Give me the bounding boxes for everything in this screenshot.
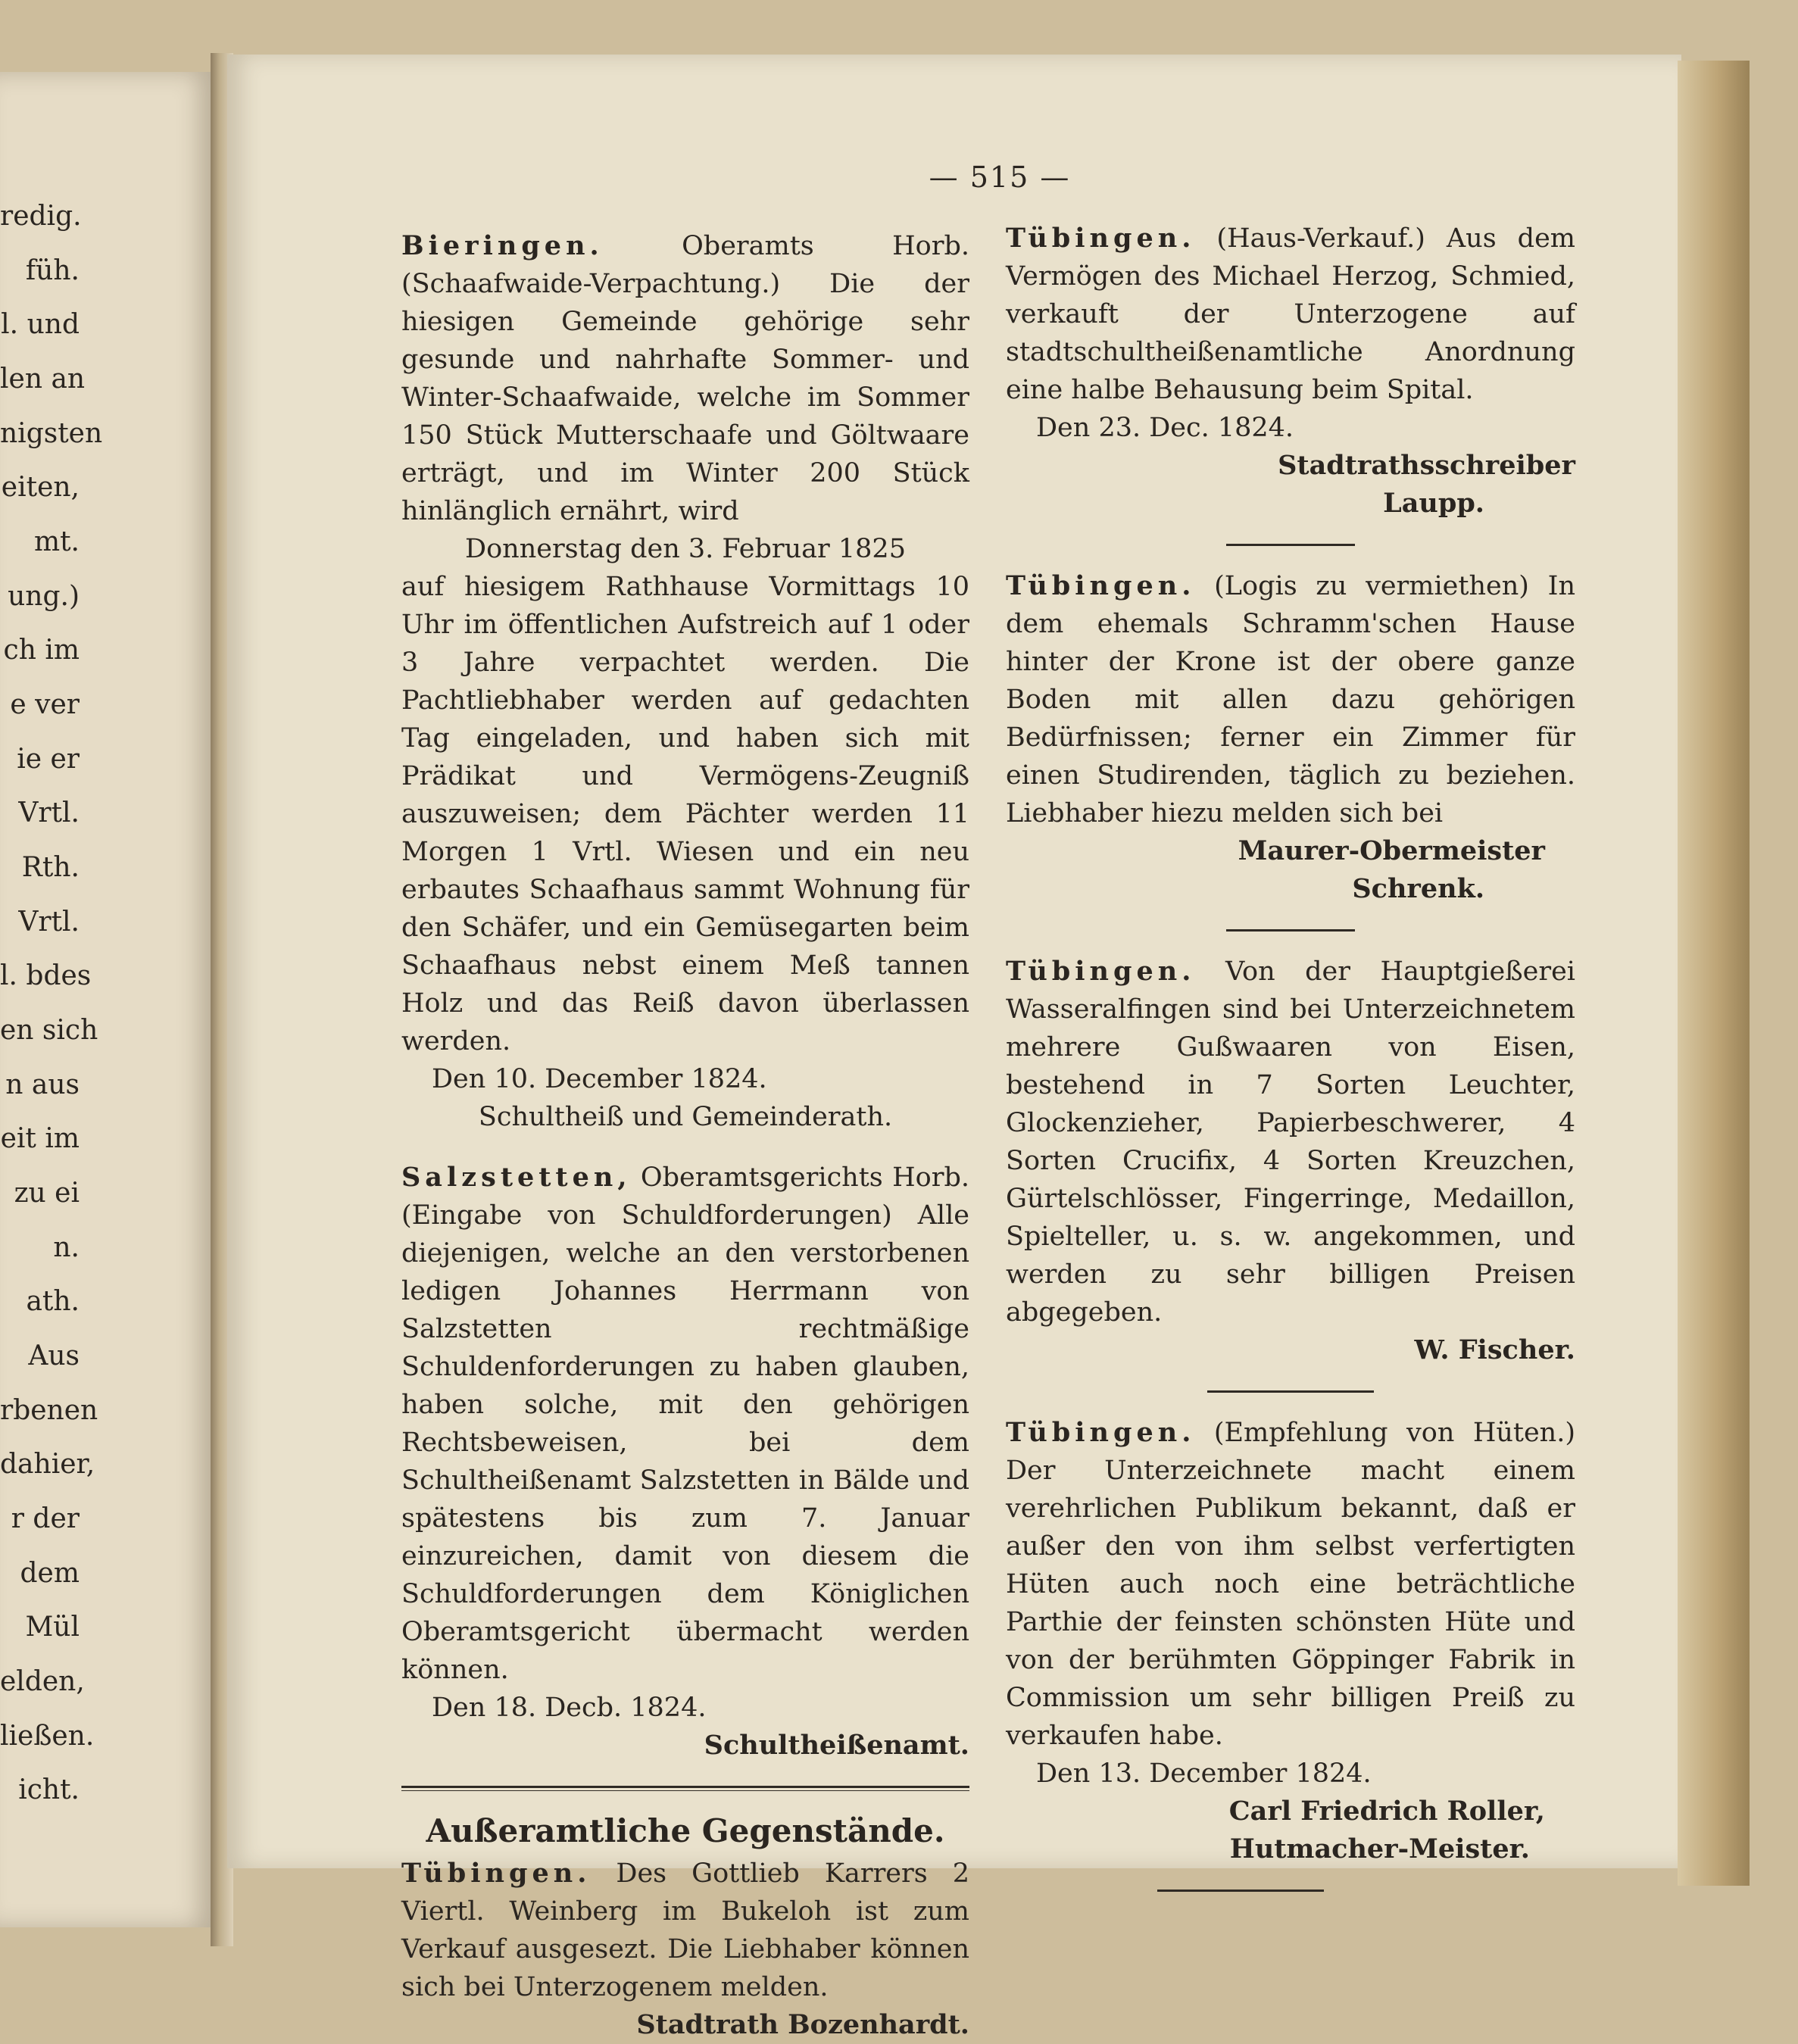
- notice-signature-name: Laupp.: [1383, 488, 1484, 519]
- facing-page-text-fragment: ath.: [26, 1286, 80, 1318]
- facing-page-text-fragment: eit im: [0, 1123, 80, 1155]
- facing-page-text-fragment: ch im: [3, 635, 80, 666]
- page-number: — 515 —: [929, 161, 1071, 194]
- notice-date: Den 13. December 1824.: [1036, 1758, 1372, 1789]
- facing-page-text-fragment: len an: [0, 364, 86, 395]
- facing-page-text-fragment: en sich: [0, 1015, 98, 1046]
- notice-signature: Schultheißenamt.: [704, 1730, 969, 1761]
- notice-place: Tübingen.: [1006, 956, 1196, 987]
- facing-page-text-fragment: ließen.: [0, 1720, 95, 1752]
- notice-haus-verkauf: [1006, 220, 1575, 409]
- facing-page-text-fragment: eiten,: [1, 472, 80, 504]
- notice-body: (Logis zu vermiethen) In dem ehemals Schramm'schen Hause hinter der Krone ist der obere ganze Boden mit allen dazu gehörigen Bedürfnissen; ferner ein Zimmer für einen Studirenden, täglich zu beziehen. Liebhaber hiezu melden sich bei: [1006, 571, 1575, 829]
- facing-page-text-fragment: Vrtl.: [18, 906, 80, 938]
- notice-signature-title: Maurer-Obermeister: [1238, 835, 1545, 866]
- facing-page-text-fragment: Rth.: [21, 852, 80, 883]
- left-page-edge: [0, 72, 216, 1927]
- right-column: [1006, 220, 1575, 1913]
- notice-signature-name: Schrenk.: [1352, 873, 1484, 904]
- notice-body: Oberamts Horb. (Schaafwaide-Verpachtung.) Die der hiesigen Gemeinde gehörige sehr gesunde und nahrhafte Sommer- und Winter-Schaafwaide, welche im Sommer 150 Stück Mutterschaafe und Göltwaare erträgt, und im Winter 200 Stück hinlänglich ernährt, wird: [401, 231, 969, 526]
- facing-page-text-fragment: Mül: [25, 1612, 80, 1643]
- facing-page-text-fragment: r der: [11, 1503, 80, 1534]
- facing-page-text-fragment: füh.: [25, 254, 80, 286]
- notice-place: Bieringen.: [401, 230, 604, 261]
- notice-date: Den 10. December 1824.: [432, 1064, 767, 1094]
- facing-page-text-fragment: e ver: [10, 689, 80, 720]
- notice-divider: [1157, 1890, 1324, 1892]
- notice-salzstetten: [401, 1159, 969, 1689]
- notice-signature: Schultheiß und Gemeinderath.: [478, 1102, 893, 1132]
- facing-page-text-fragment: ung.): [8, 580, 80, 612]
- facing-page-text-fragment: elden,: [0, 1666, 85, 1697]
- book-cover-edge: [1678, 61, 1750, 1886]
- notice-divider: [1226, 544, 1355, 546]
- section-divider: [401, 1786, 969, 1791]
- facing-page-text-fragment: mt.: [33, 526, 80, 557]
- notice-signature: Stadtrath Bozenhardt.: [636, 2009, 969, 2040]
- notice-logis: [1006, 567, 1575, 832]
- facing-page-text-fragment: zu ei: [14, 1178, 80, 1209]
- notice-auction-date: Donnerstag den 3. Februar 1825: [465, 534, 906, 564]
- notice-signature-title: Hutmacher-Meister.: [1229, 1833, 1530, 1865]
- facing-page-text-fragment: ie er: [17, 743, 80, 775]
- notice-signature-name: Carl Friedrich Roller,: [1228, 1796, 1545, 1827]
- notice-divider: [1226, 929, 1355, 932]
- facing-page-text-fragment: dahier,: [0, 1449, 95, 1481]
- facing-page-text-fragment: redig.: [0, 201, 82, 232]
- notice-date: Den 18. Decb. 1824.: [432, 1693, 707, 1723]
- facing-page-text-fragment: icht.: [18, 1774, 80, 1806]
- notice-divider: [1207, 1390, 1374, 1393]
- facing-page-text-fragment: l. und: [1, 309, 80, 341]
- facing-page-text-fragment: rbenen: [0, 1394, 98, 1426]
- notice-place: Tübingen.: [1006, 223, 1196, 254]
- notice-giesserei: [1006, 953, 1575, 1331]
- facing-page-text-fragment: Vrtl.: [18, 797, 80, 829]
- notice-body: Des Gottlieb Karrers 2 Viertl. Weinberg im Bukeloh ist zum Verkauf ausgesezt. Die Liebhaber können sich bei Unterzogenem melden.: [401, 1858, 969, 2002]
- notice-signature-title: Stadtrathsschreiber: [1278, 450, 1575, 481]
- notice-place: Tübingen.: [1006, 570, 1196, 601]
- notice-signature: W. Fischer.: [1414, 1334, 1575, 1365]
- notice-bieringen: [401, 227, 969, 530]
- facing-page-text-fragment: nigsten: [0, 417, 103, 449]
- notice-tuebingen-weinberg: [401, 1855, 969, 2006]
- notice-place: Tübingen.: [1006, 1417, 1196, 1448]
- notice-date: Den 23. Dec. 1824.: [1036, 413, 1294, 443]
- section-heading: Außeramtliche Gegenstände.: [426, 1812, 945, 1849]
- facing-page-text-fragment: n aus: [5, 1069, 80, 1100]
- notice-hueten: [1006, 1414, 1575, 1755]
- left-column: [401, 227, 969, 2044]
- facing-page-text-fragment: l. bdes: [0, 960, 92, 992]
- notice-body: Von der Hauptgießerei Wasseralfingen sind bei Unterzeichnetem mehrere Gußwaaren von Eisen, bestehend in 7 Sorten Leuchter, Glockenzieher, Papierbeschwerer, 4 Sorten Crucifix, 4 Sorten Kreuzchen, Gürtelschlösser, Fingerringe, Medaillon, Spielteller, u. s. w. angekommen, und werden zu sehr billigen Preisen abgegeben.: [1006, 956, 1575, 1328]
- notice-body: Oberamtsgerichts Horb. (Eingabe von Schuldforderungen) Alle diejenigen, welche an den verstorbenen ledigen Johannes Herrmann von Salzstetten rechtmäßige Schuldenforderungen zu haben glauben, haben solche, mit den gehörigen Rechtsbeweisen, bei dem Schultheißenamt Salzstetten in Bälde und spätestens bis zum 7. Januar einzureichen, damit von diesem die Schuldforderungen dem Königlichen Oberamtsgericht übermacht werden können.: [401, 1162, 969, 1685]
- facing-page-text-fragment: dem: [20, 1557, 80, 1589]
- notice-body: (Empfehlung von Hüten.) Der Unterzeichnete macht einem verehrlichen Publikum bekannt, daß er außer den von ihm selbst verfertigten Hüten auch noch eine beträchtliche Parthie der feinsten schönsten Hüte und von der berühmten Göppinger Fabrik in Commission um sehr billigen Preiß zu verkaufen habe.: [1006, 1418, 1575, 1751]
- facing-page-text-fragment: n.: [53, 1231, 80, 1263]
- facing-page-text-fragment: Aus: [28, 1340, 80, 1372]
- notice-place: Salzstetten,: [401, 1162, 632, 1193]
- notice-body: (Haus-Verkauf.) Aus dem Vermögen des Michael Herzog, Schmied, verkauft der Unterzogene auf stadtschultheißenamtliche Anordnung eine halbe Behausung beim Spital.: [1006, 223, 1575, 405]
- notice-body-continued: auf hiesigem Rathhause Vormittags 10 Uhr im öffentlichen Aufstreich auf 1 oder 3 Jahre verpachtet werden. Die Pachtliebhaber werden auf gedachten Tag eingeladen, und haben sich mit Prädikat und Vermögens-Zeugniß auszuweisen; dem Pächter werden 11 Morgen 1 Vrtl. Wiesen und ein neu erbautes Schaafhaus sammt Wohnung für den Schäfer, und ein Gemüsegarten beim Schaafhaus nebst einem Meß tannen Holz und das Reiß davon überlassen werden.: [401, 572, 969, 1056]
- notice-place: Tübingen.: [401, 1858, 592, 1889]
